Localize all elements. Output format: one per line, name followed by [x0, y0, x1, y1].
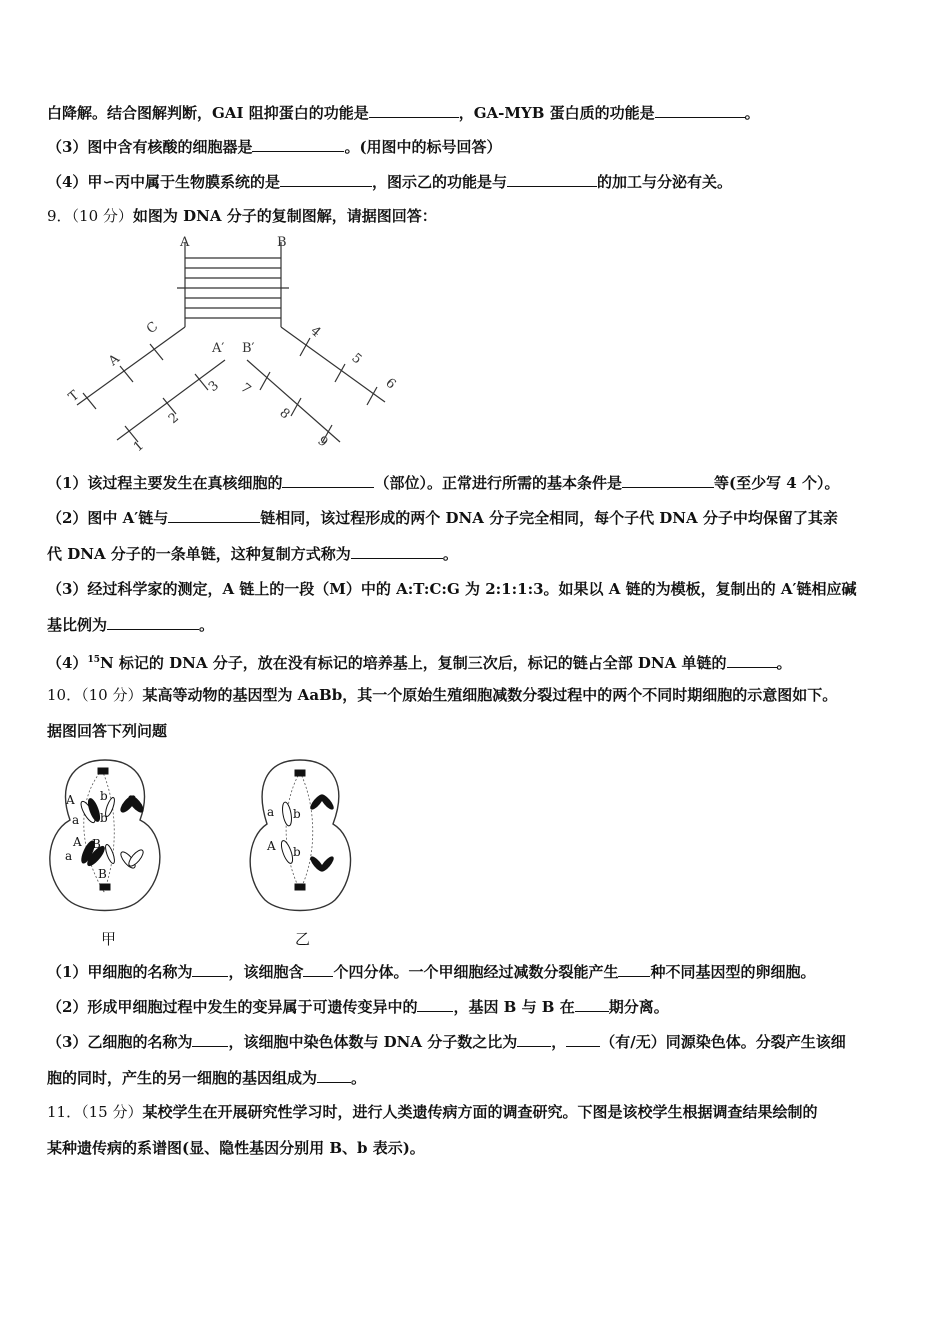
label-7: 7 [237, 380, 254, 398]
q11-heading-cont: 某种遗传病的系谱图(显、隐性基因分别用 B、b 表示)。 [47, 1139, 425, 1157]
q8-sub3: （3）图中含有核酸的细胞器是 。(用图中的标号回答） [47, 138, 502, 156]
chromosome [104, 844, 116, 865]
chromosome [281, 801, 293, 826]
answer-blank[interactable] [507, 172, 597, 187]
answer-blank[interactable] [192, 1032, 228, 1047]
gene-label: A [66, 793, 75, 807]
answer-blank[interactable] [575, 997, 609, 1012]
gene-label: A [73, 835, 82, 849]
gene-label: a [72, 813, 80, 827]
q9-sub1: （1）该过程主要发生在真核细胞的 （部位）。正常进行所需的基本条件是 等(至少写 4 个）。 [47, 474, 840, 492]
answer-blank[interactable] [192, 962, 228, 977]
tick [195, 374, 208, 390]
q8-sub4: （4）甲∽丙中属于生物膜系统的是 ，图示乙的功能是与 的加工与分泌有关。 [47, 173, 733, 191]
figure-caption-yi: 乙 [295, 930, 311, 948]
q10-sub2: （2）形成甲细胞过程中发生的变异属于可遗传变异中的 ，基因 B 与 B 在 期分离。 [47, 998, 669, 1016]
label-3: 3 [205, 378, 222, 396]
q11-heading: 11．（15 分）某校学生在开展研究性学习时，进行人类遗传病方面的调查研究。下图是该校学生根据调查结果绘制的 [47, 1103, 818, 1121]
tick [150, 344, 163, 360]
answer-blank[interactable] [618, 962, 650, 977]
figure-caption-jia: 甲 [101, 930, 117, 948]
dna-replication-diagram [55, 232, 415, 457]
answer-blank[interactable] [517, 1032, 551, 1047]
q9-sub3: （3）经过科学家的测定，A 链上的一段（M）中的 A:T:C:G 为 2:1:1:3。如果以 A 链的为模板，复制出的 A′链相应碱 [47, 580, 857, 598]
gene-label: a [267, 805, 275, 819]
answer-blank[interactable] [280, 172, 372, 187]
q10-heading-cont: 据图回答下列问题 [47, 722, 168, 740]
tick [120, 366, 133, 382]
q9-sub2: （2）图中 A′链与 链相同，该过程形成的两个 DNA 分子完全相同，每个子代 DNA 分子中均保留了其亲 [47, 509, 838, 527]
answer-blank[interactable] [655, 103, 745, 118]
label-9: 9 [314, 433, 331, 451]
answer-blank[interactable] [727, 653, 777, 668]
gene-label: A [267, 839, 276, 853]
answer-blank[interactable] [566, 1032, 600, 1047]
centriole [100, 884, 110, 890]
gene-label: b [293, 807, 301, 821]
answer-blank[interactable] [252, 137, 344, 152]
label-A: A [180, 235, 190, 250]
q8-line1: 白降解。结合图解判断，GAI 阻抑蛋白的功能是 ，GA-MYB 蛋白质的功能是 。 [47, 104, 760, 122]
cell-yi-diagram [245, 752, 360, 917]
label-8: 8 [276, 405, 293, 423]
gene-label: a [65, 849, 73, 863]
answer-blank[interactable] [168, 508, 260, 523]
gene-label: B [98, 867, 107, 881]
q9-sub4: $(4)^{15}N$ 标记的 DNA 分子，放在没有标记的培养基上，复制三次后，标记的链占全部 DNA 单链的 。 [47, 654, 792, 672]
label-B-prime: B′ [242, 341, 255, 356]
answer-blank[interactable] [317, 1068, 351, 1083]
label-1: 1 [130, 438, 147, 456]
answer-blank[interactable] [351, 544, 443, 559]
label-2: 2 [165, 410, 182, 428]
label-5: 5 [348, 350, 365, 368]
q10-sub3: （3）乙细胞的名称为 ，该细胞中染色体数与 DNA 分子数之比为 ， （有/无）同源染色体。分裂产生该细 [47, 1033, 846, 1051]
q9-heading: 9．（10 分）如图为 DNA 分子的复制图解，请据图回答： [47, 207, 437, 225]
spindle-fibers [286, 772, 313, 890]
label-6: 6 [382, 375, 399, 393]
label-A-lower: A [105, 351, 123, 370]
q9-sub3-cont: 基比例为 。 [47, 616, 215, 634]
gene-label: b [100, 789, 108, 803]
gene-label: B [92, 837, 101, 851]
answer-blank[interactable] [369, 103, 459, 118]
centriole [98, 768, 108, 774]
label-C: C [143, 319, 162, 338]
tick [260, 372, 270, 390]
answer-blank[interactable] [417, 997, 453, 1012]
label-T: T [65, 387, 83, 406]
gene-label: b [293, 845, 301, 859]
q10-sub3-cont: 胞的同时，产生的另一细胞的基因组成为 。 [47, 1069, 367, 1087]
q10-sub1: （1）甲细胞的名称为 ，该细胞含 个四分体。一个甲细胞经过减数分裂能产生 种不同基因型的卵细胞。 [47, 963, 816, 981]
q9-sub2-cont: 代 DNA 分子的一条单链，这种复制方式称为 。 [47, 545, 458, 563]
q10-heading: 10．（10 分）某高等动物的基因型为 AaBb，其一个原始生殖细胞减数分裂过程中的两个不同时期细胞的示意图如下。 [47, 686, 838, 704]
label-A-prime: A′ [212, 341, 225, 356]
centriole [295, 770, 305, 776]
label-4: 4 [307, 323, 324, 341]
answer-blank[interactable] [107, 615, 199, 630]
label-B: B [277, 235, 287, 250]
new-strand-b-prime [247, 360, 340, 442]
answer-blank[interactable] [622, 473, 714, 488]
gene-label: b [100, 811, 108, 825]
centriole [295, 884, 305, 890]
answer-blank[interactable] [303, 962, 333, 977]
left-template-strand [77, 327, 185, 405]
answer-blank[interactable] [282, 473, 374, 488]
new-strand-a-prime [117, 360, 225, 440]
right-template-strand [281, 327, 385, 402]
cell-jia-diagram [40, 752, 170, 917]
